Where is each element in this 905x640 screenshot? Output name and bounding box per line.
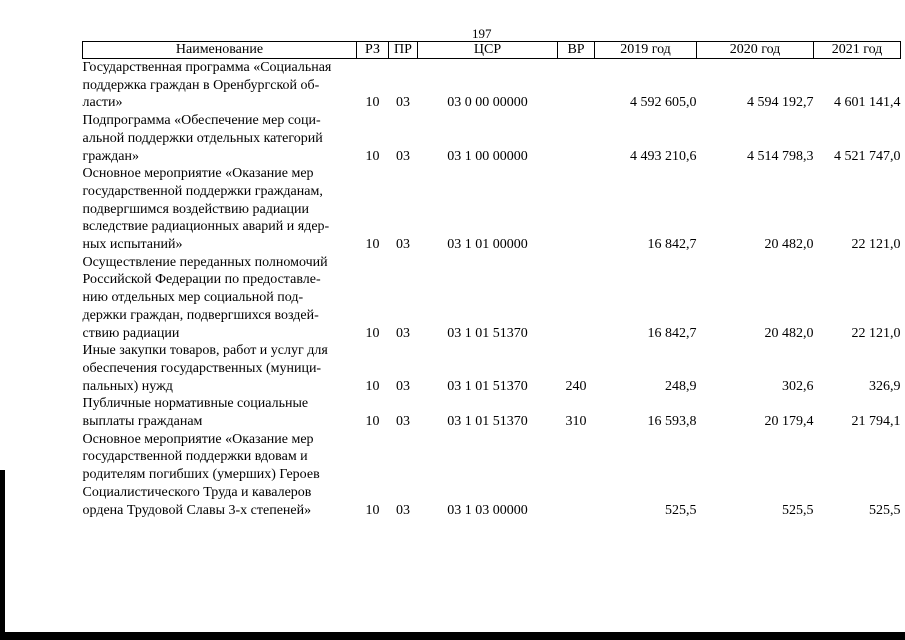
row-csr: 03 1 01 00000 <box>447 237 528 253</box>
row-value-2020: 525,5 <box>782 502 814 518</box>
row-name-line: Социалистического Труда и кавалеров <box>82 484 312 500</box>
table-row <box>83 165 901 254</box>
scan-edge-bottom <box>0 632 905 640</box>
row-name-line: нию отдельных мер социальной под- <box>82 290 304 306</box>
table-body <box>83 59 901 520</box>
row-name <box>83 431 357 520</box>
row-rz: 10 <box>365 325 380 341</box>
row-name-line: ордена Трудовой Славы 3-х степеней» <box>82 502 312 518</box>
budget-table <box>82 41 901 519</box>
row-value-2020: 20 179,4 <box>764 414 814 430</box>
row-csr: 03 1 00 00000 <box>447 148 528 164</box>
header-rz: РЗ <box>357 42 389 59</box>
scan-edge-left <box>0 470 5 640</box>
row-csr: 03 0 00 00000 <box>447 95 528 111</box>
table-header <box>83 42 901 59</box>
row-name-line: поддержка граждан в Оренбургской об- <box>82 77 320 93</box>
row-name-line: государственной поддержки гражданам, <box>82 183 323 199</box>
row-value-2020: 302,6 <box>782 378 814 394</box>
row-name-line: Публичные нормативные социальные <box>82 396 309 412</box>
table-row <box>83 254 901 343</box>
row-value-2019: 16 593,8 <box>647 414 697 430</box>
row-rz: 10 <box>365 502 380 518</box>
row-pr: 03 <box>396 148 410 164</box>
row-value-2021: 4 521 747,0 <box>834 148 901 164</box>
row-name-line: ных испытаний» <box>82 237 183 253</box>
row-value-2019: 525,5 <box>665 502 697 518</box>
row-value-2019: 16 842,7 <box>647 237 697 253</box>
row-rz: 10 <box>365 378 380 394</box>
row-vr <box>558 112 595 165</box>
row-value-2020: 4 594 192,7 <box>747 95 814 111</box>
table-row <box>83 112 901 165</box>
row-csr: 03 1 03 00000 <box>447 502 528 518</box>
row-rz: 10 <box>365 148 380 164</box>
row-name-line: Государственная программа «Социальная <box>82 60 332 75</box>
row-csr: 03 1 01 51370 <box>447 414 528 430</box>
row-vr: 240 <box>565 378 587 394</box>
row-value-2019: 4 592 605,0 <box>630 95 697 111</box>
row-value-2020: 4 514 798,3 <box>747 148 814 164</box>
table-row <box>83 59 901 113</box>
row-name-line: подвергшимся воздействию радиации <box>82 201 310 217</box>
table-row <box>83 395 901 430</box>
row-rz: 10 <box>365 237 380 253</box>
row-name-line: государственной поддержки вдовам и <box>82 449 308 465</box>
row-name <box>83 395 357 430</box>
row-value-2020: 20 482,0 <box>764 325 814 341</box>
row-value-2021: 22 121,0 <box>851 325 901 341</box>
row-pr: 03 <box>396 95 410 111</box>
row-name-line: Основное мероприятие «Оказание мер <box>82 166 314 182</box>
row-value-2021: 4 601 141,4 <box>834 95 901 111</box>
row-pr: 03 <box>396 414 410 430</box>
row-rz: 10 <box>365 95 380 111</box>
row-csr: 03 1 01 51370 <box>447 378 528 394</box>
header-2021: 2021 год <box>814 42 901 59</box>
row-value-2021: 21 794,1 <box>851 414 901 430</box>
row-name-line: обеспечения государственных (муници- <box>82 360 322 376</box>
row-name-line: вследствие радиационных аварий и ядер- <box>82 219 330 235</box>
row-value-2019: 4 493 210,6 <box>630 148 697 164</box>
row-name <box>83 342 357 395</box>
row-name-line: Российской Федерации по предоставле- <box>82 272 321 288</box>
row-value-2021: 326,9 <box>869 378 901 394</box>
row-pr: 03 <box>396 378 410 394</box>
row-name-line: альной поддержки отдельных категорий <box>82 130 323 146</box>
header-2020: 2020 год <box>697 42 814 59</box>
row-name-line: граждан» <box>82 148 139 164</box>
row-value-2021: 525,5 <box>869 502 901 518</box>
row-name <box>83 59 357 113</box>
row-value-2019: 16 842,7 <box>647 325 697 341</box>
header-vr: ВР <box>558 42 595 59</box>
row-name-line: ствию радиации <box>82 325 180 341</box>
row-name-line: родителям погибших (умерших) Героев <box>82 467 320 483</box>
row-vr <box>558 254 595 343</box>
row-name-line: Основное мероприятие «Оказание мер <box>82 431 314 447</box>
row-name-line: держки граждан, подвергшихся воздей- <box>82 307 319 323</box>
row-vr <box>558 59 595 113</box>
header-name: Наименование <box>83 42 357 59</box>
row-pr: 03 <box>396 502 410 518</box>
row-name-line: Иные закупки товаров, работ и услуг для <box>82 343 328 359</box>
table-row <box>83 342 901 395</box>
row-name-line: Подпрограмма «Обеспечение мер соци- <box>82 113 321 129</box>
row-name-line: выплаты гражданам <box>82 414 203 430</box>
row-name-line: пальных) нужд <box>82 378 173 394</box>
row-vr <box>558 165 595 254</box>
row-vr: 310 <box>565 414 587 430</box>
row-value-2021: 22 121,0 <box>851 237 901 253</box>
row-rz: 10 <box>365 414 380 430</box>
row-pr: 03 <box>396 237 410 253</box>
row-value-2019: 248,9 <box>665 378 697 394</box>
row-value-2020: 20 482,0 <box>764 237 814 253</box>
header-csr: ЦСР <box>418 42 558 59</box>
page-number: 197 <box>472 26 492 41</box>
row-pr: 03 <box>396 325 410 341</box>
row-name <box>83 112 357 165</box>
table-row <box>83 431 901 520</box>
row-vr <box>558 431 595 520</box>
row-csr: 03 1 01 51370 <box>447 325 528 341</box>
row-name <box>83 165 357 254</box>
row-name-line: ласти» <box>82 95 123 111</box>
header-pr: ПР <box>389 42 418 59</box>
row-name-line: Осуществление переданных полномочий <box>82 254 328 270</box>
header-2019: 2019 год <box>595 42 697 59</box>
row-name <box>83 254 357 343</box>
